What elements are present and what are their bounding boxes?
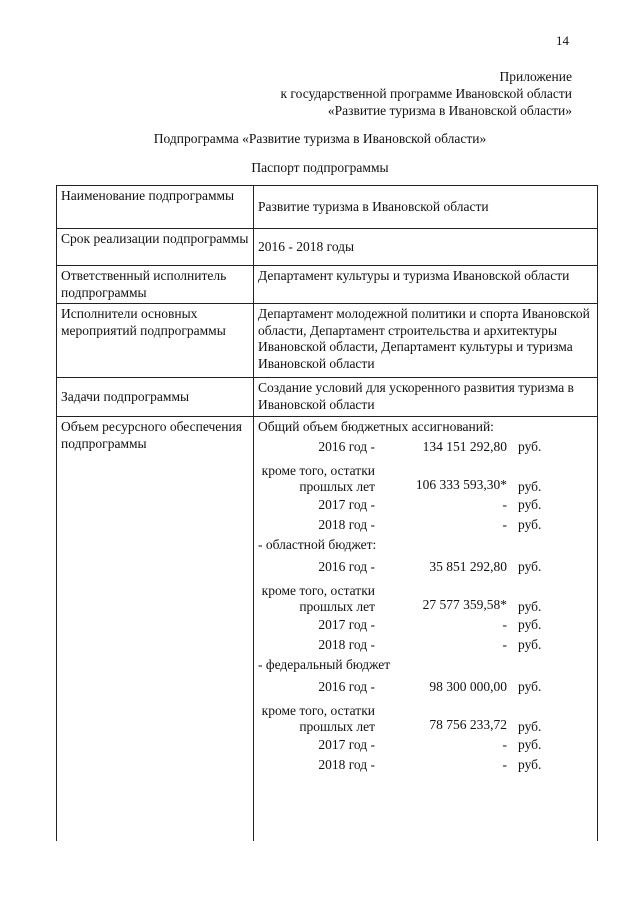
financing-row xyxy=(258,463,593,496)
financing-federal-heading: - федеральный бюджет xyxy=(258,657,391,673)
rest-label: кроме того, остатки прошлых лет xyxy=(261,702,375,734)
passport-title: Паспорт подпрограммы xyxy=(251,160,389,175)
row-label: Объем ресурсного обеспечения подпрограммы xyxy=(57,417,254,842)
table-row xyxy=(57,266,598,304)
unit-label: руб. xyxy=(518,497,542,513)
year-label: 2017 год - xyxy=(318,497,375,513)
year-label: 2016 год - xyxy=(318,559,375,575)
amount-value: - xyxy=(502,497,507,513)
appendix-line-1: Приложение xyxy=(499,69,572,84)
amount-value: 27 577 359,58* xyxy=(422,596,507,612)
table-row xyxy=(57,417,598,842)
row-value: Создание условий для ускоренного развития туризма в Ивановской области xyxy=(254,378,598,417)
row-label: Срок реализации подпрограммы xyxy=(57,229,254,266)
appendix-header xyxy=(280,68,572,119)
amount-value: - xyxy=(502,737,507,753)
row-label: Наименование подпрограммы xyxy=(57,186,254,229)
unit-label: руб. xyxy=(518,439,542,455)
year-label: 2017 год - xyxy=(318,617,375,633)
appendix-line-2: к государственной программе Ивановской области xyxy=(280,86,572,101)
amount-value: - xyxy=(502,517,507,533)
unit-label: руб. xyxy=(518,737,542,753)
unit-label: руб. xyxy=(518,719,542,734)
financing-row xyxy=(258,756,593,776)
financing-row xyxy=(258,636,593,656)
unit-label: руб. xyxy=(518,637,542,653)
financing-total-heading: Общий объем бюджетных ассигнований: xyxy=(258,419,494,434)
unit-label: руб. xyxy=(518,479,542,494)
amount-value: 106 333 593,30* xyxy=(415,476,507,492)
table-row xyxy=(57,304,598,378)
row-label: Исполнители основных мероприятий подпрограммы xyxy=(57,304,254,378)
page-number: 14 xyxy=(556,33,569,48)
unit-label: руб. xyxy=(518,679,542,695)
amount-value: - xyxy=(502,637,507,653)
financing-row xyxy=(258,616,593,636)
unit-label: руб. xyxy=(518,517,542,533)
rest-label: кроме того, остатки прошлых лет xyxy=(261,582,375,614)
year-label: 2018 год - xyxy=(318,757,375,773)
table-row xyxy=(57,378,598,417)
financing-cell xyxy=(254,417,598,842)
year-label: 2017 год - xyxy=(318,737,375,753)
financing-row xyxy=(258,703,593,736)
financing-row xyxy=(258,676,593,700)
subprogram-title: Подпрограмма «Развитие туризма в Ивановской области» xyxy=(153,131,487,146)
financing-row xyxy=(258,436,593,460)
financing-row xyxy=(258,496,593,516)
unit-label: руб. xyxy=(518,559,542,575)
unit-label: руб. xyxy=(518,599,542,614)
row-label: Задачи подпрограммы xyxy=(57,378,254,417)
row-value: Развитие туризма в Ивановской области xyxy=(254,186,598,229)
amount-value: 98 300 000,00 xyxy=(429,679,507,695)
year-label: 2018 год - xyxy=(318,637,375,653)
amount-value: 78 756 233,72 xyxy=(429,716,507,732)
amount-value: 35 851 292,80 xyxy=(429,559,507,575)
year-label: 2016 год - xyxy=(318,439,375,455)
financing-row xyxy=(258,583,593,616)
row-value: Департамент культуры и туризма Ивановской области xyxy=(254,266,598,304)
unit-label: руб. xyxy=(518,617,542,633)
table-row xyxy=(57,186,598,229)
financing-row xyxy=(258,516,593,536)
financing-regional-heading: - областной бюджет: xyxy=(258,537,377,553)
passport-table xyxy=(56,185,598,841)
amount-value: - xyxy=(502,757,507,773)
year-label: 2016 год - xyxy=(318,679,375,695)
rest-label: кроме того, остатки прошлых лет xyxy=(261,462,375,494)
amount-value: - xyxy=(502,617,507,633)
unit-label: руб. xyxy=(518,757,542,773)
row-label: Ответственный исполнитель подпрограммы xyxy=(57,266,254,304)
row-value: 2016 - 2018 годы xyxy=(254,229,598,266)
table-row xyxy=(57,229,598,266)
financing-row xyxy=(258,556,593,580)
amount-value: 134 151 292,80 xyxy=(422,439,507,455)
appendix-line-3: «Развитие туризма в Ивановской области» xyxy=(327,103,572,118)
row-value: Департамент молодежной политики и спорта Ивановской области, Департамент строительства и архитектуры Ивановской области, Департамент культуры и туризма Ивановской области xyxy=(254,304,598,378)
year-label: 2018 год - xyxy=(318,517,375,533)
financing-row xyxy=(258,736,593,756)
